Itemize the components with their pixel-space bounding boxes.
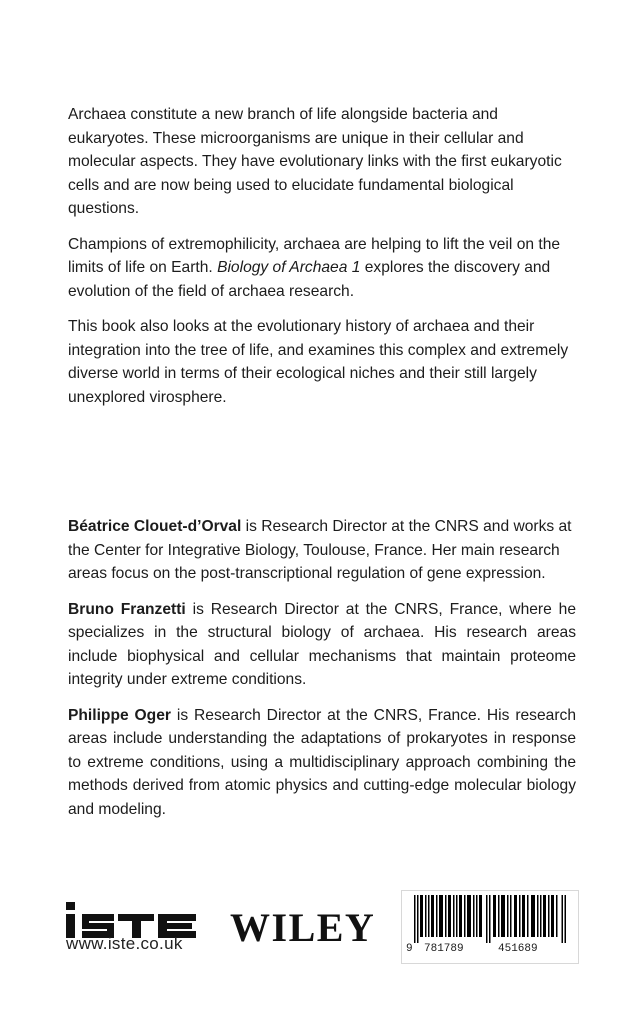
barcode-digits-right: 451689 — [498, 943, 538, 955]
svg-text:WILEY: WILEY — [230, 905, 376, 949]
author-name: Béatrice Clouet-d’Orval — [68, 518, 242, 535]
author-bio-text: is Research Director at the CNRS and works at the Center for Integrative Biology, Toulouse, France. Her main research areas focus on the post-transcriptional regulation of gene expression. — [68, 518, 572, 582]
author-bio-3 — [68, 704, 576, 822]
wiley-logo — [230, 901, 380, 949]
book-description — [68, 103, 576, 421]
barcode-bars — [414, 895, 566, 943]
isbn-barcode — [401, 890, 579, 964]
barcode-digits-left: 781789 — [424, 943, 464, 955]
description-paragraph-1: Archaea constitute a new branch of life alongside bacteria and eukaryotes. These microorganisms are unique in their cellular and molecular aspects. They have evolutionary links with the first eukaryotic cells and are now being used to elucidate fundamental biological questions. — [68, 106, 562, 217]
description-paragraph-2 — [68, 233, 576, 304]
description-paragraph-3: This book also looks at the evolutionary history of archaea and their integration into the tree of life, and examines this complex and extremely diverse world in terms of their ecological niches and their still largely unexplored virosphere. — [68, 318, 569, 406]
author-bio-1 — [68, 515, 576, 586]
barcode-lead-digit: 9 — [406, 943, 413, 955]
author-bio-text: is Research Director at the CNRS, France, where he specializes in the structural biology of archaea. His research areas include biophysical and cellular mechanisms that maintain proteome integrity under extreme conditions. — [68, 600, 576, 688]
iste-logo — [66, 902, 196, 938]
author-name: Bruno Franzetti — [68, 600, 186, 618]
iste-website: www.iste.co.uk — [66, 934, 183, 953]
book-title: Biology of Archaea 1 — [217, 259, 361, 276]
publisher-footer — [0, 890, 642, 980]
author-bio-text: is Research Director at the CNRS, France. His research areas include understanding the adaptations of prokaryotes in response to extreme conditions, using a multidisciplinary approach combining the methods derived from atomic physics and cutting-edge molecular biology and modeling. — [68, 706, 576, 818]
description-p2-text-before: Champions of extremophilicity, archaea are helping to lift the veil on the limits of life on Earth. — [68, 235, 561, 276]
author-bios — [68, 515, 576, 833]
author-bio-2 — [68, 598, 576, 692]
description-p2-text-after: explores the discovery and evolution of the field of archaea research. — [68, 259, 551, 300]
author-name: Philippe Oger — [68, 706, 171, 724]
